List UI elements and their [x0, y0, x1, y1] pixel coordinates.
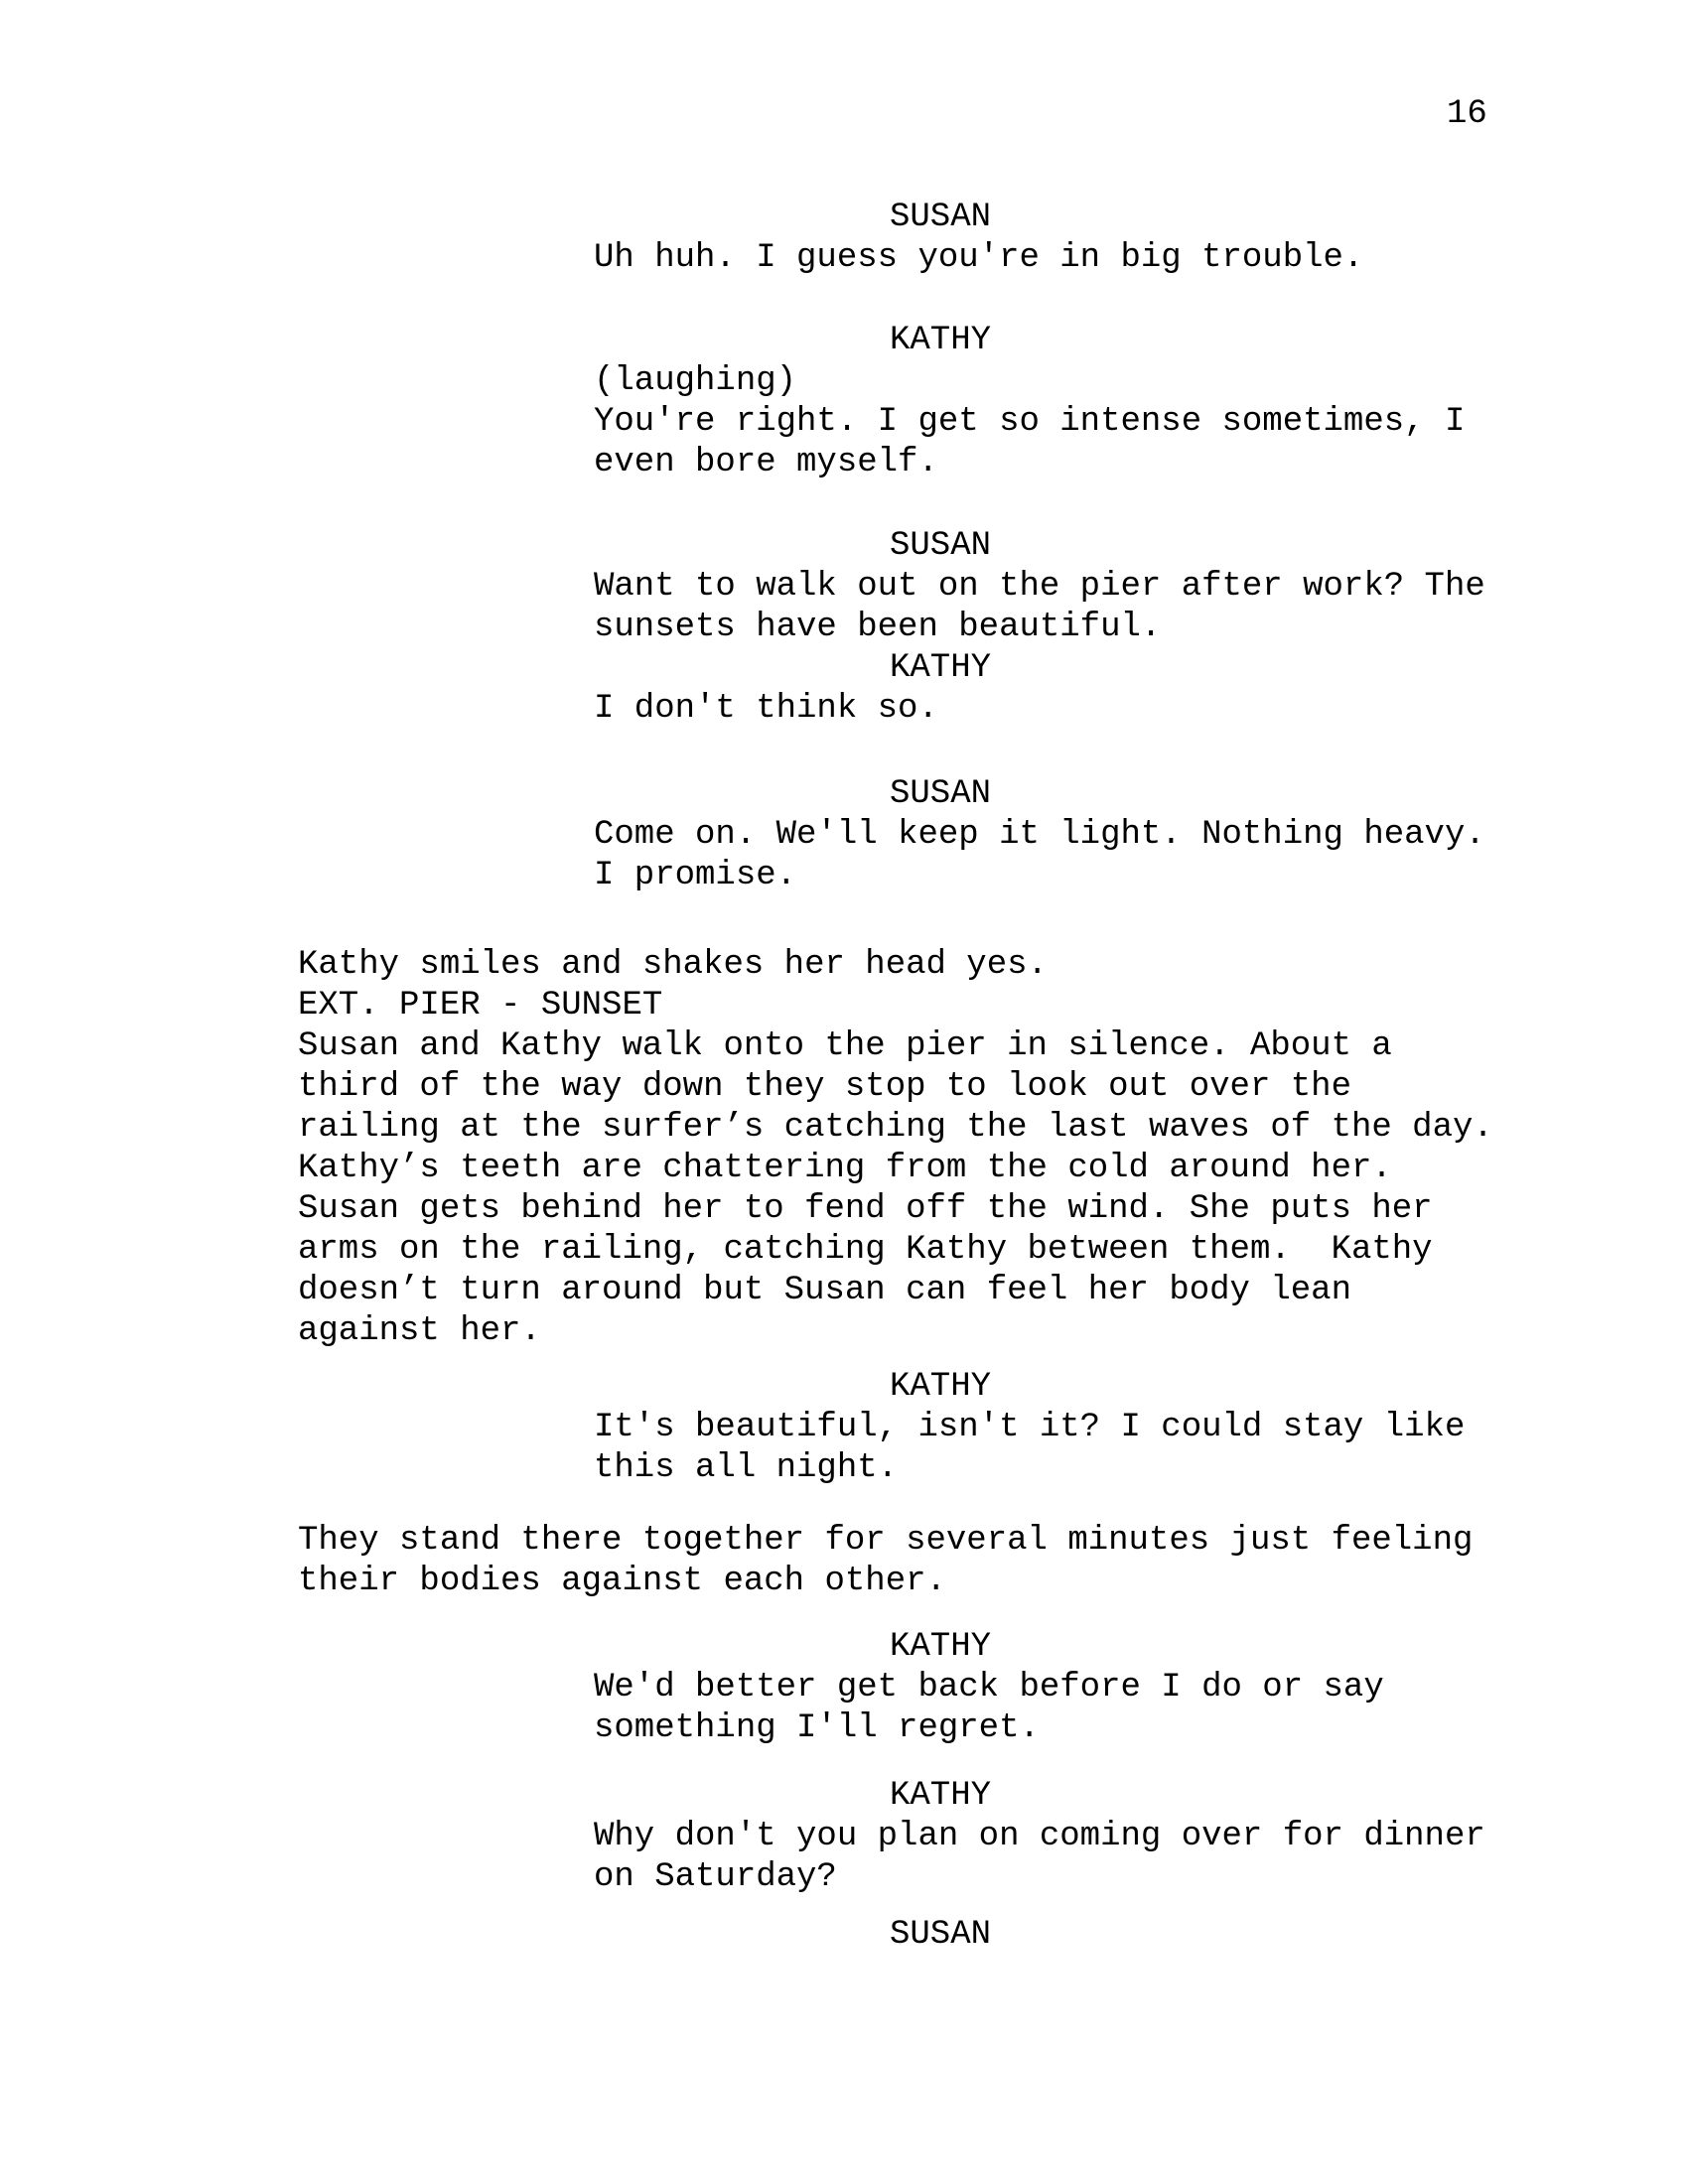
dialogue-line: I promise.	[594, 857, 797, 894]
dialogue-line: Uh huh. I guess you're in big trouble.	[594, 239, 1364, 277]
character-name: KATHY	[890, 1368, 992, 1406]
action-line: third of the way down they stop to look out over the	[298, 1068, 1351, 1106]
script-block	[0, 321, 1688, 483]
script-block	[0, 774, 1688, 896]
dialogue-line: Want to walk out on the pier after work? The	[594, 568, 1485, 606]
character-name: SUSAN	[890, 775, 992, 813]
script-block	[0, 1915, 1688, 1956]
character-name: SUSAN	[890, 199, 992, 236]
dialogue-line: on Saturday?	[594, 1858, 837, 1896]
page-number: 16	[1447, 95, 1487, 133]
character-name: KATHY	[890, 649, 992, 687]
script-block	[0, 198, 1688, 279]
dialogue-line: We'd better get back before I do or say	[594, 1669, 1384, 1706]
character-name: KATHY	[890, 1777, 992, 1815]
action-line: against her.	[298, 1312, 541, 1350]
dialogue-line: Come on. We'll keep it light. Nothing heavy.	[594, 816, 1485, 854]
action-line: arms on the railing, catching Kathy between them. Kathy	[298, 1231, 1433, 1269]
dialogue-line: You're right. I get so intense sometimes, I	[594, 403, 1466, 441]
character-name: SUSAN	[890, 1916, 992, 1954]
dialogue-line: Why don't you plan on coming over for dinner	[594, 1818, 1485, 1855]
action-line: Susan and Kathy walk onto the pier in silence. About a	[298, 1027, 1392, 1065]
dialogue-line: something I'll regret.	[594, 1709, 1040, 1747]
action-line: They stand there together for several minutes just feeling	[298, 1522, 1474, 1560]
parenthetical-line: (laughing)	[594, 362, 797, 400]
action-line: railing at the surfer’s catching the last waves of the day.	[298, 1109, 1493, 1147]
dialogue-line: I don't think so.	[594, 690, 938, 728]
dialogue-line: even bore myself.	[594, 444, 938, 481]
action-line: Kathy’s teeth are chattering from the cold around her.	[298, 1150, 1392, 1187]
script-block	[0, 945, 1688, 1352]
action-line: their bodies against each other.	[298, 1563, 946, 1600]
action-line: Kathy smiles and shakes her head yes.	[298, 946, 1048, 984]
action-line: Susan gets behind her to fend off the wind. She puts her	[298, 1190, 1433, 1228]
character-name: KATHY	[890, 1628, 992, 1666]
scene-heading: EXT. PIER - SUNSET	[298, 987, 663, 1024]
character-name: SUSAN	[890, 527, 992, 565]
dialogue-line: It's beautiful, isn't it? I could stay like	[594, 1409, 1466, 1446]
script-block	[0, 1521, 1688, 1602]
script-block	[0, 1776, 1688, 1898]
dialogue-line: sunsets have been beautiful.	[594, 609, 1162, 646]
script-block	[0, 1367, 1688, 1489]
script-block	[0, 1627, 1688, 1749]
action-line: doesn’t turn around but Susan can feel her body lean	[298, 1272, 1351, 1309]
character-name: KATHY	[890, 322, 992, 359]
script-block	[0, 526, 1688, 730]
dialogue-line: this all night.	[594, 1449, 899, 1487]
